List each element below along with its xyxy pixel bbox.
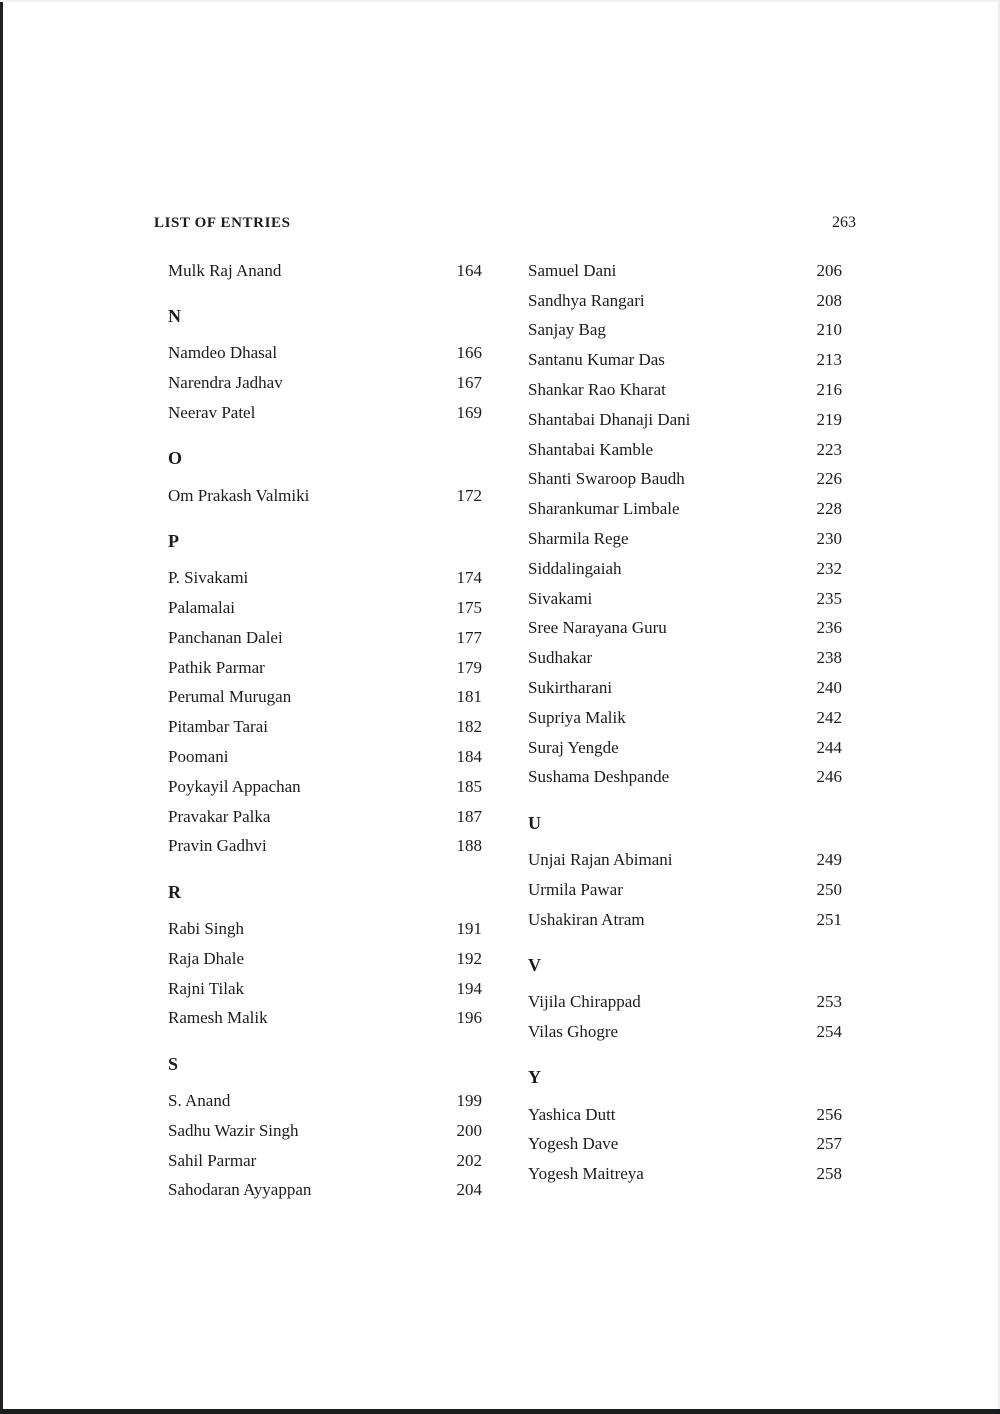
entry-name: Sivakami (528, 588, 593, 608)
index-entry (528, 614, 842, 644)
entry-page: 199 (456, 1091, 482, 1111)
entry-name: Pathik Parmar (168, 657, 265, 677)
index-entry (168, 1004, 482, 1034)
index-entry (168, 368, 482, 398)
entry-name: Mulk Raj Anand (168, 260, 282, 280)
index-entry (528, 286, 842, 316)
entry-page: 230 (816, 529, 842, 549)
index-entry (528, 845, 842, 875)
letter-heading: P (168, 530, 179, 551)
entry-page: 254 (816, 1022, 842, 1042)
entry-page: 208 (816, 290, 842, 310)
entry-page: 232 (816, 558, 842, 578)
entry-name: Sharankumar Limbale (528, 499, 680, 519)
letter-heading: Y (528, 1067, 541, 1088)
entry-name: Yogesh Maitreya (528, 1164, 644, 1184)
entry-page: 210 (816, 320, 842, 340)
entry-page: 194 (456, 978, 482, 998)
index-columns (154, 256, 856, 1205)
entry-page: 253 (816, 992, 842, 1012)
entry-page: 192 (456, 948, 482, 968)
entry-name: Sharmila Rege (528, 529, 629, 549)
entry-name: Samuel Dani (528, 260, 617, 280)
index-entry (528, 465, 842, 495)
index-entry (528, 316, 842, 346)
page-number: 263 (832, 214, 856, 231)
index-entry (168, 1086, 482, 1116)
entry-name: Supriya Malik (528, 707, 626, 727)
entry-name: Unjai Rajan Abimani (528, 850, 673, 870)
index-entry (528, 1130, 842, 1160)
entry-name: Sahil Parmar (168, 1150, 257, 1170)
entry-page: 244 (816, 737, 842, 757)
index-entry (528, 733, 842, 763)
entry-name: Sree Narayana Guru (528, 618, 667, 638)
index-entry (528, 643, 842, 673)
index-entry (528, 875, 842, 905)
entry-page: 196 (456, 1008, 482, 1028)
page-title: LIST OF ENTRIES (154, 215, 291, 231)
index-entry (168, 339, 482, 369)
entry-name: P. Sivakami (168, 568, 249, 588)
index-entry (528, 1017, 842, 1047)
entry-name: Ushakiran Atram (528, 909, 645, 929)
index-entry (168, 481, 482, 511)
entry-name: Urmila Pawar (528, 879, 623, 899)
entry-name: Om Prakash Valmiki (168, 485, 310, 505)
index-entry (168, 1146, 482, 1176)
entry-name: Sushama Deshpande (528, 767, 670, 787)
entry-page: 179 (456, 657, 482, 677)
entry-page: 169 (456, 403, 482, 423)
entry-page: 240 (816, 678, 842, 698)
index-column-right (528, 256, 842, 1205)
entry-name: Suraj Yengde (528, 737, 619, 757)
entry-page: 164 (456, 260, 482, 280)
page-edge-top (0, 0, 1000, 2)
letter-heading: R (168, 881, 181, 902)
entry-page: 258 (816, 1164, 842, 1184)
index-column-left (168, 256, 482, 1205)
entry-name: Namdeo Dhasal (168, 343, 278, 363)
entry-name: Pitambar Tarai (168, 717, 268, 737)
entry-page: 187 (456, 806, 482, 826)
entry-page: 166 (456, 343, 482, 363)
index-entry (168, 974, 482, 1004)
entry-page: 257 (816, 1134, 842, 1154)
entry-name: Sanjay Bag (528, 320, 606, 340)
index-entry (168, 802, 482, 832)
entry-name: Sadhu Wazir Singh (168, 1120, 299, 1140)
entry-name: Perumal Murugan (168, 687, 292, 707)
entry-name: Santanu Kumar Das (528, 350, 665, 370)
entry-name: Ramesh Malik (168, 1008, 268, 1028)
index-entry (528, 405, 842, 435)
entry-page: 206 (816, 260, 842, 280)
index-entry (528, 1100, 842, 1130)
index-entry (528, 256, 842, 286)
entry-page: 216 (816, 380, 842, 400)
entry-page: 175 (456, 598, 482, 618)
entry-page: 185 (456, 776, 482, 796)
index-entry (528, 1159, 842, 1189)
entry-page: 251 (816, 909, 842, 929)
entry-name: Neerav Patel (168, 403, 256, 423)
index-entry (528, 673, 842, 703)
entry-name: Sahodaran Ayyappan (168, 1180, 312, 1200)
index-entry (528, 524, 842, 554)
entry-name: Shantabai Kamble (528, 439, 654, 459)
index-entry (528, 763, 842, 793)
letter-heading: V (528, 954, 541, 975)
entry-page: 204 (456, 1180, 482, 1200)
entry-page: 226 (816, 469, 842, 489)
page-content (154, 213, 856, 1205)
entry-page: 202 (456, 1150, 482, 1170)
index-entry (528, 554, 842, 584)
index-entry (168, 742, 482, 772)
index-entry (528, 345, 842, 375)
letter-heading: O (168, 448, 183, 469)
index-entry (168, 398, 482, 428)
entry-name: Shantabai Dhanaji Dani (528, 409, 691, 429)
entry-name: S. Anand (168, 1091, 231, 1111)
index-entry (168, 832, 482, 862)
index-entry (528, 494, 842, 524)
entry-name: Sukirtharani (528, 678, 613, 698)
entry-name: Yashica Dutt (528, 1104, 616, 1124)
entry-name: Vilas Ghogre (528, 1022, 619, 1042)
index-entry (168, 1176, 482, 1206)
entry-name: Vijila Chirappad (528, 992, 641, 1012)
entry-page: 249 (816, 850, 842, 870)
index-entry (168, 623, 482, 653)
entry-name: Narendra Jadhav (168, 373, 283, 393)
entry-name: Shanti Swaroop Baudh (528, 469, 685, 489)
index-entry (168, 712, 482, 742)
entry-page: 174 (456, 568, 482, 588)
entry-page: 191 (456, 919, 482, 939)
entry-page: 219 (816, 409, 842, 429)
entry-page: 213 (816, 350, 842, 370)
index-entry (528, 703, 842, 733)
index-entry (168, 1116, 482, 1146)
index-entry (528, 905, 842, 935)
index-entry (528, 435, 842, 465)
entry-page: 228 (816, 499, 842, 519)
entry-name: Rabi Singh (168, 919, 245, 939)
entry-name: Raja Dhale (168, 948, 244, 968)
index-entry (168, 653, 482, 683)
entry-name: Palamalai (168, 598, 236, 618)
entry-page: 238 (816, 648, 842, 668)
entry-name: Rajni Tilak (168, 978, 245, 998)
entry-name: Poykayil Appachan (168, 776, 301, 796)
index-entry (528, 375, 842, 405)
entry-page: 246 (816, 767, 842, 787)
entry-page: 181 (456, 687, 482, 707)
page-edge-left (0, 2, 3, 1414)
entry-page: 200 (456, 1120, 482, 1140)
running-header (154, 213, 856, 233)
index-entry (168, 914, 482, 944)
entry-page: 256 (816, 1104, 842, 1124)
entry-page: 177 (456, 627, 482, 647)
index-entry (168, 683, 482, 713)
entry-page: 235 (816, 588, 842, 608)
entry-name: Panchanan Dalei (168, 627, 283, 647)
entry-page: 172 (456, 485, 482, 505)
index-entry (528, 584, 842, 614)
entry-name: Pravakar Palka (168, 806, 271, 826)
entry-name: Sandhya Rangari (528, 290, 645, 310)
entry-name: Poomani (168, 747, 229, 767)
index-entry (168, 563, 482, 593)
entry-page: 236 (816, 618, 842, 638)
letter-heading: S (168, 1053, 179, 1074)
entry-page: 184 (456, 747, 482, 767)
entry-page: 188 (456, 836, 482, 856)
entry-name: Siddalingaiah (528, 558, 622, 578)
index-entry (168, 256, 482, 286)
entry-name: Yogesh Dave (528, 1134, 619, 1154)
entry-page: 182 (456, 717, 482, 737)
letter-heading: N (168, 306, 181, 327)
page-edge-bottom (0, 1409, 1000, 1414)
entry-page: 223 (816, 439, 842, 459)
index-entry (528, 987, 842, 1017)
entry-page: 167 (456, 373, 482, 393)
entry-page: 250 (816, 879, 842, 899)
entry-name: Pravin Gadhvi (168, 836, 267, 856)
entry-name: Shankar Rao Kharat (528, 380, 666, 400)
entry-name: Sudhakar (528, 648, 593, 668)
index-entry (168, 593, 482, 623)
letter-heading: U (528, 812, 541, 833)
entry-page: 242 (816, 707, 842, 727)
index-entry (168, 944, 482, 974)
index-entry (168, 772, 482, 802)
